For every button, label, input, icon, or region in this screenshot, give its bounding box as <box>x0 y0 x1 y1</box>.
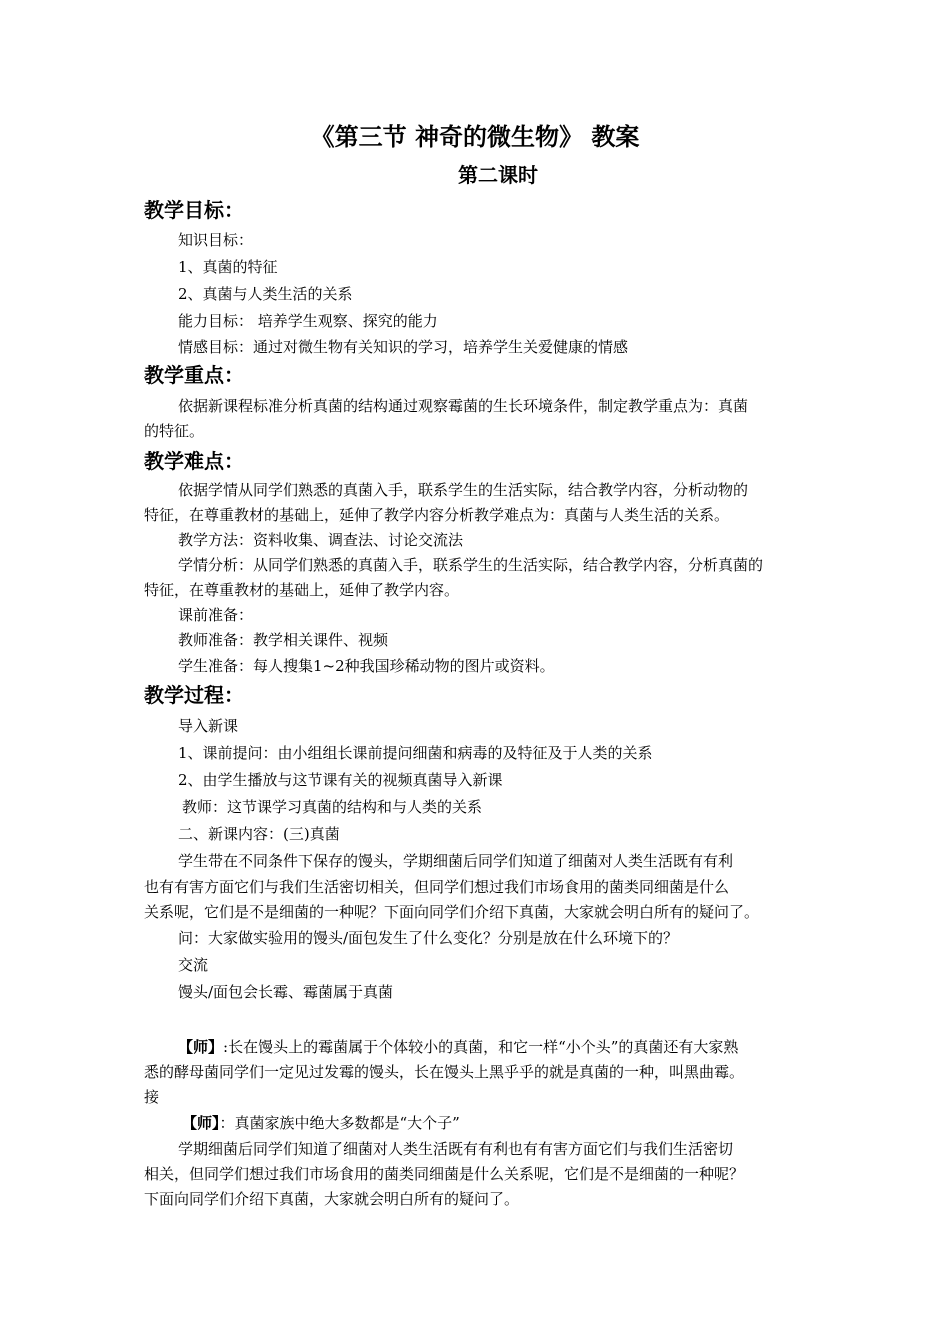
difficulty-heading: 教学难点： <box>144 449 244 473</box>
teacher-paragraph-2 <box>182 1112 460 1134</box>
process-line: 关系呢，它们是不是细菌的一种呢？下面向同学们介绍下真菌，大家就会明白所有的疑问了。 <box>144 903 760 921</box>
process-line: 问：大家做实验用的馒头/面包发生了什么变化？分别是放在什么环境下的？ <box>178 929 679 947</box>
key-line: 依据新课程标准分析真菌的结构通过观察霉菌的生长环境条件，制定教学重点为：真菌 <box>178 397 749 415</box>
difficulty-line: 学情分析：从同学们熟悉的真菌入手，联系学生的生活实际，结合教学内容，分析真菌的 <box>178 556 764 574</box>
process-line: 学生带在不同条件下保存的馒头，学期细菌后同学们知道了细菌对人类生活既有有利 <box>178 852 734 870</box>
key-heading: 教学重点： <box>144 363 244 387</box>
difficulty-line: 课前准备： <box>178 606 254 624</box>
difficulty-line: 学生准备：每人搜集1~2种我国珍稀动物的图片或资料。 <box>178 657 555 675</box>
closing-line: 下面向同学们介绍下真菌，大家就会明白所有的疑问了。 <box>144 1190 520 1208</box>
teacher-text: ：真菌家族中绝大多数都是“大个子” <box>219 1114 460 1132</box>
process-line: 交流 <box>178 956 209 974</box>
difficulty-line: 特征，在尊重教材的基础上，延伸了教学内容分析教学难点为：真菌与人类生活的关系。 <box>144 506 730 524</box>
process-line: 二、新课内容：(三)真菌 <box>178 825 340 843</box>
process-heading: 教学过程： <box>144 683 244 707</box>
process-line: 馒头/面包会长霉、霉菌属于真菌 <box>178 983 394 1001</box>
objective-line: 2、真菌与人类生活的关系 <box>178 285 353 303</box>
teacher-label: 【师】 <box>178 1038 224 1056</box>
objective-line: 知识目标： <box>178 231 254 249</box>
closing-line: 相关，但同学们想过我们市场食用的菌类同细菌是什么关系呢，它们是不是细菌的一种呢？ <box>144 1165 745 1183</box>
teacher-text: 悉的酵母菌同学们一定见过发霉的馒头，长在馒头上黑乎乎的就是真菌的一种，叫黑曲霉。 <box>144 1063 745 1081</box>
process-line: 导入新课 <box>178 717 239 735</box>
difficulty-line: 依据学情从同学们熟悉的真菌入手，联系学生的生活实际，结合教学内容，分析动物的 <box>178 481 749 499</box>
document-title: 《第三节 神奇的微生物》 教案 <box>310 123 640 151</box>
difficulty-line: 教师准备：教学相关课件、视频 <box>178 631 389 649</box>
objective-line: 1、真菌的特征 <box>178 258 278 276</box>
process-line: 2、由学生播放与这节课有关的视频真菌导入新课 <box>178 771 503 789</box>
objective-line: 能力目标： 培养学生观察、探究的能力 <box>178 312 438 330</box>
key-line: 的特征。 <box>144 422 205 440</box>
objectives-heading: 教学目标： <box>144 198 244 222</box>
teacher-text: 接 <box>144 1088 160 1106</box>
process-line: 教师：这节课学习真菌的结构和与人类的关系 <box>182 798 483 816</box>
process-line: 1、课前提问：由小组组长课前提问细菌和病毒的及特征及于人类的关系 <box>178 744 653 762</box>
teacher-paragraph-1 <box>178 1036 738 1058</box>
process-line: 也有有害方面它们与我们生活密切相关，但同学们想过我们市场食用的菌类同细菌是什么 <box>144 878 730 896</box>
difficulty-line: 特征，在尊重教材的基础上，延伸了教学内容。 <box>144 581 460 599</box>
difficulty-line: 教学方法：资料收集、调查法、讨论交流法 <box>178 531 464 549</box>
document-subtitle: 第二课时 <box>458 163 538 187</box>
closing-line: 学期细菌后同学们知道了细菌对人类生活既有有利也有有害方面它们与我们生活密切 <box>178 1140 734 1158</box>
objective-line: 情感目标：通过对微生物有关知识的学习，培养学生关爱健康的情感 <box>178 338 629 356</box>
teacher-label: 【师】 <box>182 1114 220 1132</box>
teacher-text: :长在馒头上的霉菌属于个体较小的真菌，和它一样“小个头”的真菌还有大家熟 <box>223 1038 739 1056</box>
